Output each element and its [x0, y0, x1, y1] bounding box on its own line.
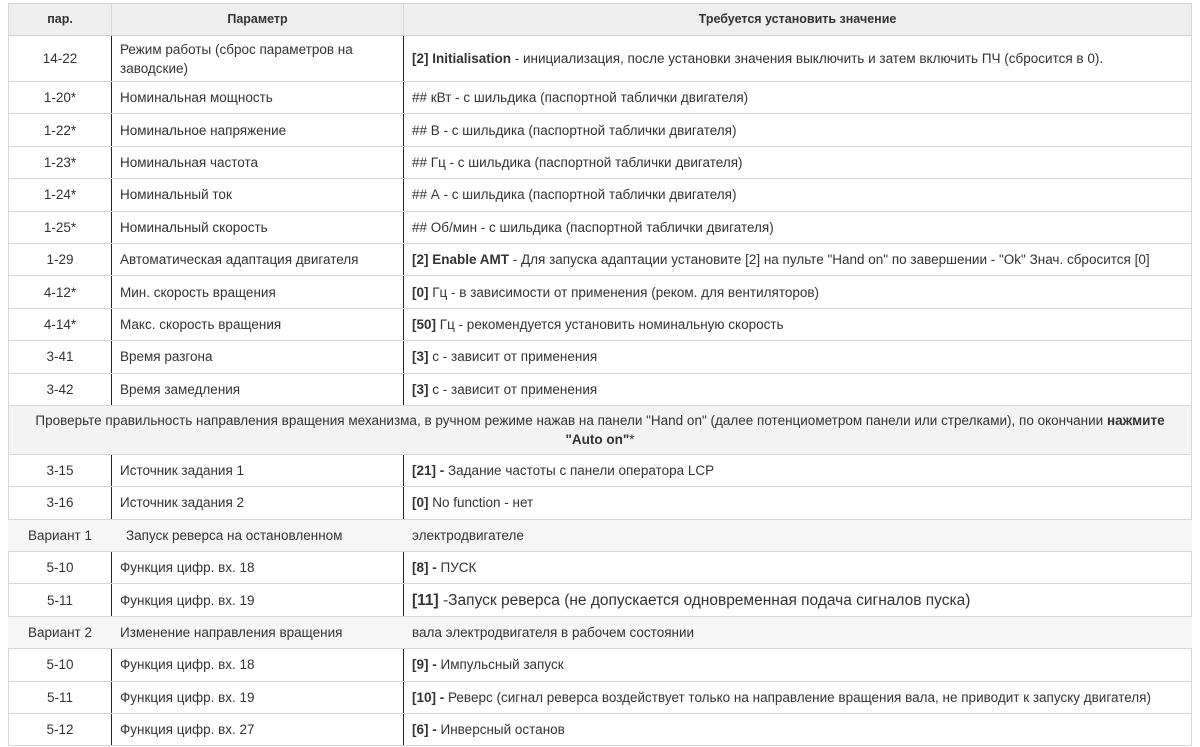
param-name: Макс. скорость вращения	[112, 308, 404, 340]
value-text: Инверсный останов	[436, 722, 565, 738]
param-number: 1-22*	[9, 114, 112, 146]
param-value	[404, 584, 1192, 616]
param-number: 3-16	[9, 487, 112, 519]
value-text: с - зависит от применения	[428, 349, 598, 365]
header-parameter: Параметр	[112, 4, 404, 36]
param-number: 3-41	[9, 341, 112, 373]
param-value	[404, 681, 1192, 713]
param-name: Номинальная мощность	[112, 82, 404, 114]
param-number: 3-15	[9, 454, 112, 486]
note-text-cell	[9, 405, 1192, 454]
table-row	[9, 714, 1192, 746]
param-value	[404, 82, 1192, 114]
table-row	[9, 211, 1192, 243]
param-name: Источник задания 1	[112, 454, 404, 486]
param-value	[404, 243, 1192, 275]
value-text: ПУСК	[436, 560, 477, 576]
param-number: 1-25*	[9, 211, 112, 243]
table-row	[9, 649, 1192, 681]
value-code: [2] Initialisation	[412, 51, 512, 66]
value-code: [21] -	[412, 463, 445, 479]
table-row	[9, 681, 1192, 713]
param-value	[404, 487, 1192, 519]
param-number: 14-22	[9, 36, 112, 82]
value-text: ## Об/мин - с шильдика (паспортной таблички двигателя)	[412, 219, 774, 235]
param-value	[404, 211, 1192, 243]
table-body	[9, 36, 1192, 746]
value-code: [0]	[412, 495, 429, 511]
variant-row	[9, 616, 1192, 648]
table-row	[9, 179, 1192, 211]
variant-title-cont: электродвигателе	[404, 519, 1192, 551]
table-row	[9, 36, 1192, 82]
value-text: Гц - в зависимости от применения (реком. для вентиляторов)	[428, 284, 820, 300]
param-name: Функция цифр. вх. 19	[112, 584, 404, 616]
param-number: 1-29	[9, 243, 112, 275]
param-name: Время разгона	[112, 341, 404, 373]
param-number: 5-12	[9, 714, 112, 746]
param-name: Функция цифр. вх. 19	[112, 681, 404, 713]
param-name: Номинальная частота	[112, 146, 404, 178]
table-row	[9, 487, 1192, 519]
value-text: - Для запуска адаптации установите [2] на пульте "Hand on" по завершении - "Ok" Знач. сбросится [0]	[509, 252, 1150, 268]
param-value	[404, 649, 1192, 681]
param-value	[404, 146, 1192, 178]
param-value	[404, 179, 1192, 211]
variant-label: Вариант 2	[9, 616, 112, 648]
param-name: Функция цифр. вх. 27	[112, 714, 404, 746]
param-number: 5-10	[9, 552, 112, 584]
param-number: 5-11	[9, 681, 112, 713]
value-code: [0]	[412, 284, 429, 300]
param-name: Режим работы (сброс параметров на заводские)	[112, 36, 404, 82]
note-row	[9, 405, 1192, 454]
parameters-table	[8, 3, 1192, 746]
param-number: 4-12*	[9, 276, 112, 308]
note-text: Проверьте правильность направления вращения механизма, в ручном режиме нажав на панели "Hand on" (далее потенциометром панели или стрелками), по окончании	[35, 412, 1107, 428]
value-code: [3]	[412, 381, 429, 397]
param-number: 4-14*	[9, 308, 112, 340]
param-name: Источник задания 2	[112, 487, 404, 519]
variant-title: Изменение направления вращения	[112, 616, 404, 648]
param-number: 1-23*	[9, 146, 112, 178]
table-row	[9, 552, 1192, 584]
variant-title: Запуск реверса на остановленном	[112, 519, 404, 551]
param-value	[404, 373, 1192, 405]
param-value	[404, 308, 1192, 340]
value-code: [10] -	[412, 689, 445, 705]
header-par: пар.	[9, 4, 112, 36]
value-code: [6] -	[412, 722, 437, 738]
param-name: Мин. скорость вращения	[112, 276, 404, 308]
param-number: 5-10	[9, 649, 112, 681]
table-row	[9, 373, 1192, 405]
value-text: ## А - с шильдика (паспортной таблички двигателя)	[412, 187, 737, 203]
value-text: Импульсный запуск	[436, 657, 564, 673]
value-code: [50]	[412, 316, 437, 332]
param-value	[404, 36, 1192, 82]
param-name: Автоматическая адаптация двигателя	[112, 243, 404, 275]
note-bold: нажмите "Auto on"	[565, 412, 1165, 447]
table-row	[9, 454, 1192, 486]
param-name: Номинальный ток	[112, 179, 404, 211]
variant-label: Вариант 1	[9, 519, 112, 551]
table-row	[9, 308, 1192, 340]
param-value	[404, 552, 1192, 584]
value-code: [8] -	[412, 560, 437, 576]
table-row	[9, 243, 1192, 275]
param-number: 5-11	[9, 584, 112, 616]
param-value	[404, 341, 1192, 373]
header-row	[9, 4, 1192, 36]
value-text: с - зависит от применения	[428, 381, 598, 397]
value-text: Реверс (сигнал реверса воздействует только на направление вращения вала, не приводит к запуску двигателя)	[444, 689, 1151, 705]
param-name: Номинальный скорость	[112, 211, 404, 243]
value-text: No function - нет	[428, 495, 534, 511]
param-name: Время замедления	[112, 373, 404, 405]
value-text: ## В - с шильдика (паспортной таблички двигателя)	[412, 122, 737, 138]
value-text: ## кВт - с шильдика (паспортной таблички двигателя)	[412, 90, 749, 106]
table-row	[9, 276, 1192, 308]
table-row	[9, 114, 1192, 146]
note-suffix: *	[629, 431, 635, 447]
table-row	[9, 341, 1192, 373]
value-code: [2] Enable AMT	[412, 252, 510, 268]
param-number: 1-24*	[9, 179, 112, 211]
param-value	[404, 276, 1192, 308]
value-code: [11]	[412, 591, 439, 609]
param-value	[404, 454, 1192, 486]
param-name: Функция цифр. вх. 18	[112, 552, 404, 584]
value-code: [3]	[412, 349, 429, 365]
variant-title-cont: вала электродвигателя в рабочем состоянии	[404, 616, 1192, 648]
param-number: 3-42	[9, 373, 112, 405]
table-row	[9, 584, 1192, 616]
value-text: -Запуск реверса (не допускается одновременная подача сигналов пуска)	[438, 591, 971, 609]
value-text: Гц - рекомендуется установить номинальную скорость	[436, 316, 784, 332]
param-name: Функция цифр. вх. 18	[112, 649, 404, 681]
table-row	[9, 82, 1192, 114]
variant-row	[9, 519, 1192, 551]
param-name: Номинальное напряжение	[112, 114, 404, 146]
param-number: 1-20*	[9, 82, 112, 114]
table-header	[9, 4, 1192, 36]
value-text: - инициализация, после установки значения выключить и затем включить ПЧ (сбросится в 0).	[511, 51, 1104, 66]
header-value: Требуется установить значение	[404, 4, 1192, 36]
value-text: Задание частоты с панели оператора LCP	[444, 463, 715, 479]
value-code: [9] -	[412, 657, 437, 673]
param-value	[404, 714, 1192, 746]
value-text: ## Гц - с шильдика (паспортной таблички двигателя)	[412, 154, 743, 170]
table-row	[9, 146, 1192, 178]
param-value	[404, 114, 1192, 146]
